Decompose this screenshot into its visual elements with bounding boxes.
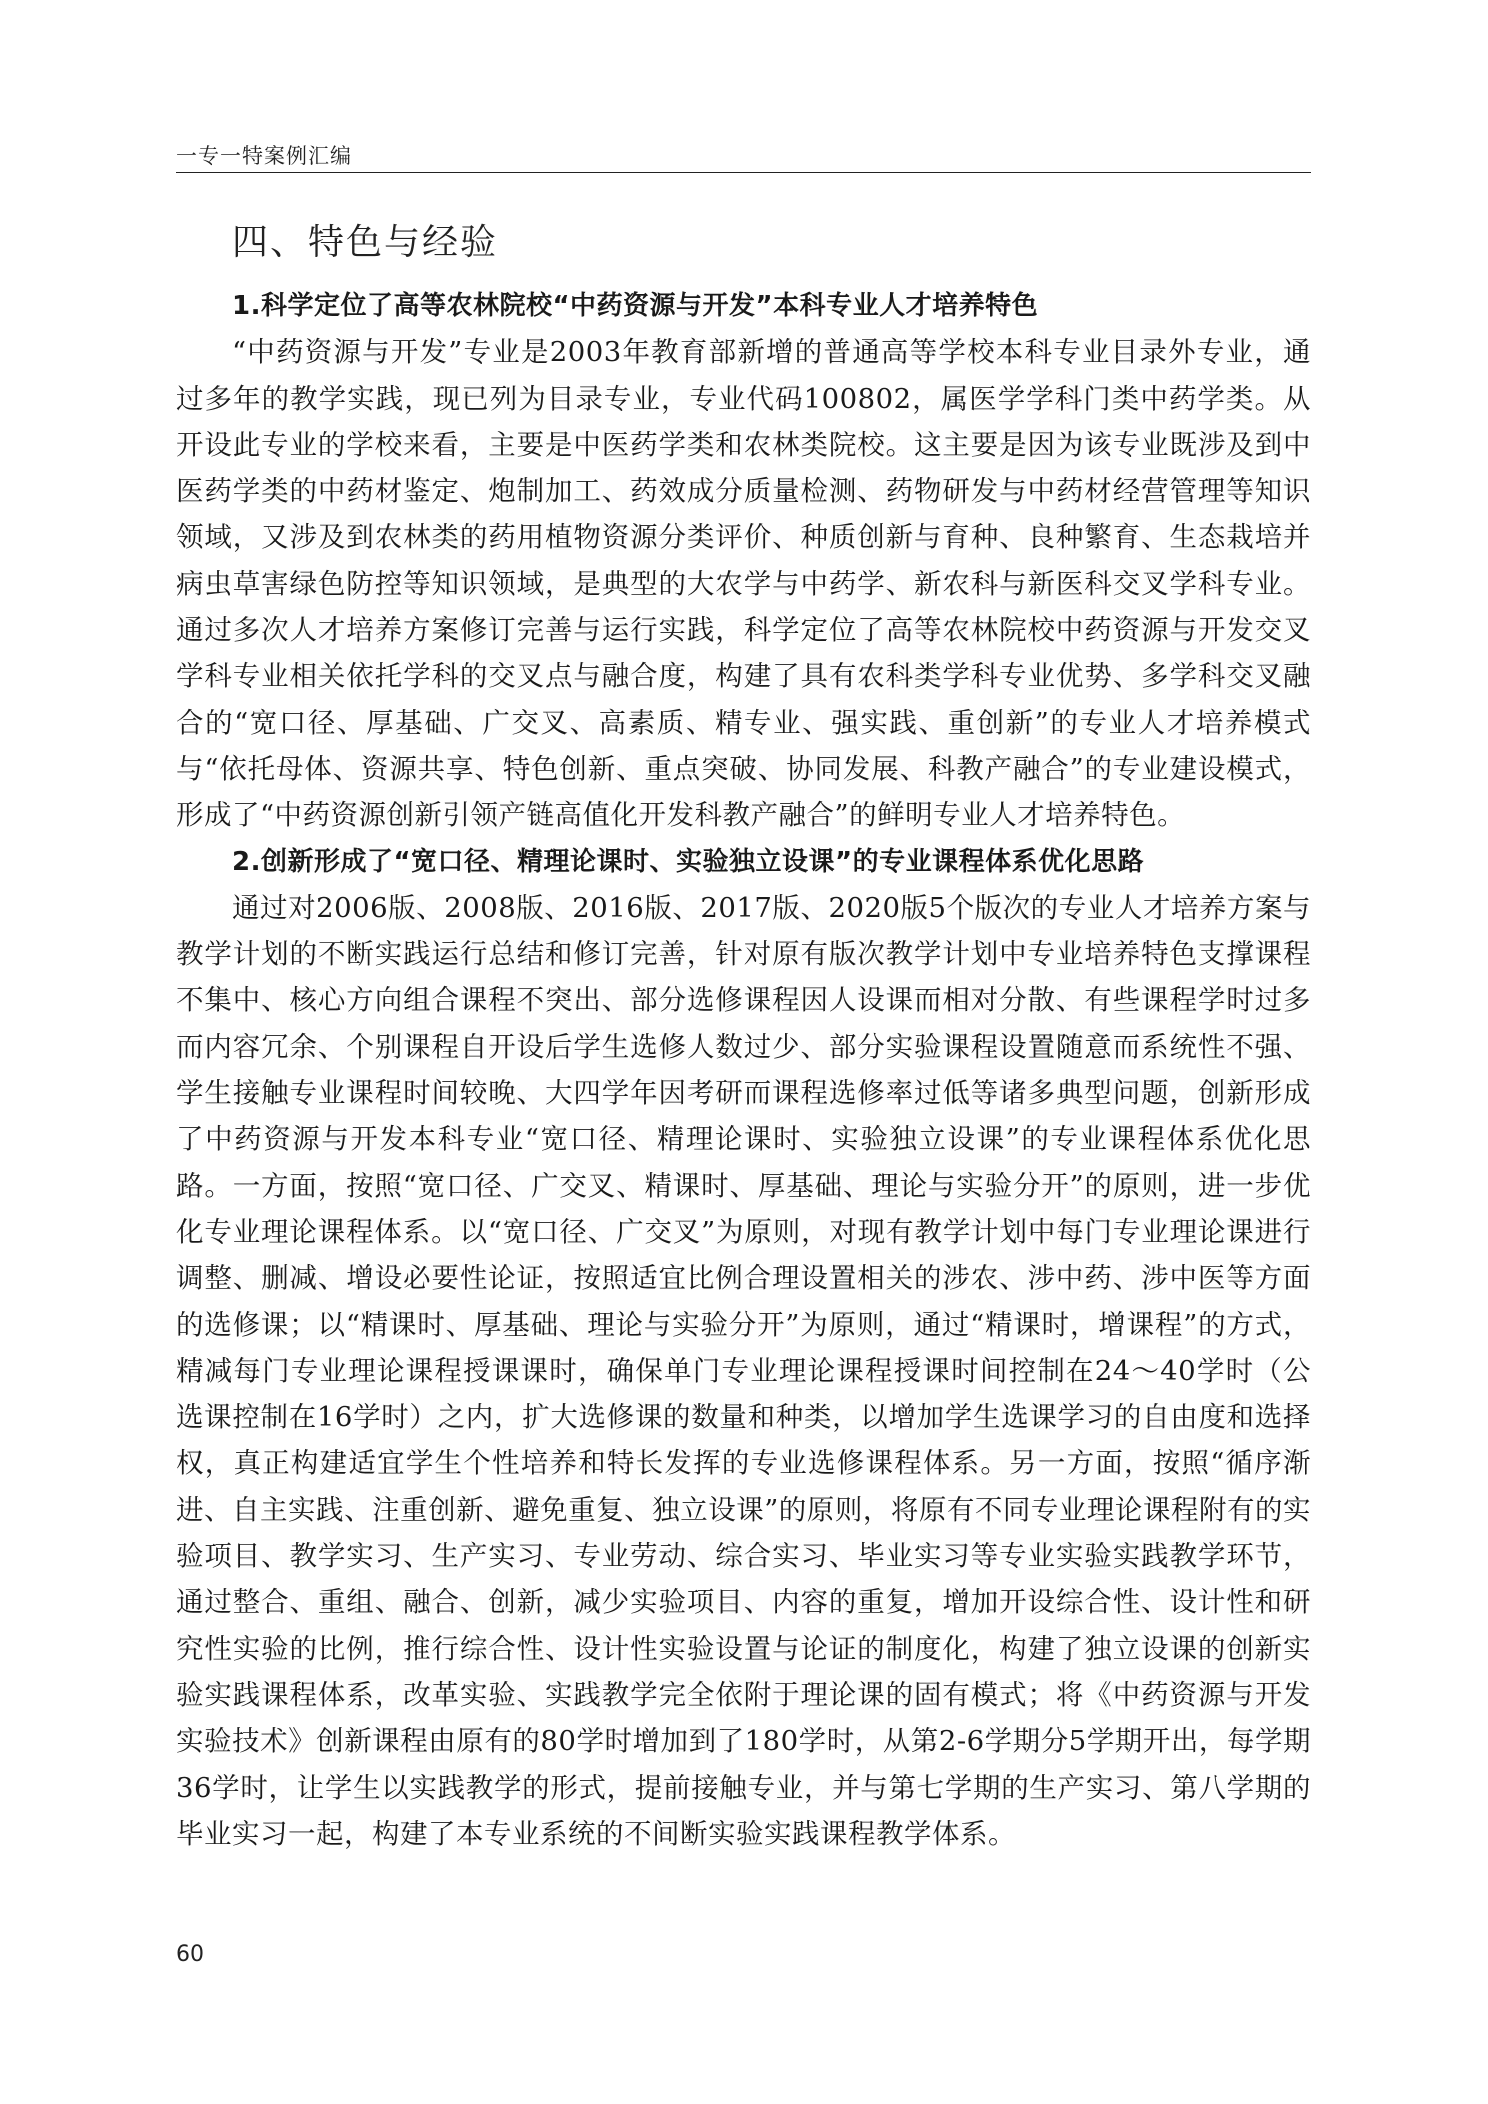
subsection-heading-2: 2.创新形成了“宽口径、精理论课时、实验独立设课”的专业课程体系优化思路 bbox=[232, 846, 1145, 877]
page-number: 60 bbox=[176, 1942, 204, 1967]
section-title: 四、特色与经验 bbox=[232, 222, 499, 263]
body-text bbox=[176, 283, 1311, 1857]
paragraph-1: “中药资源与开发”专业是2003年教育部新增的普通高等学校本科专业目录外专业，通过多年的教学实践，现已列为目录专业，专业代码100802，属医学学科门类中药学类。从开设此专业的学校来看，主要是中医药学类和农林类院校。这主要是因为该专业既涉及到中医药学类的中药材鉴定、炮制加工、药效成分质量检测、药物研发与中药材经营管理等知识领域，又涉及到农林类的药用植物资源分类评价、种质创新与育种、良种繁育、生态栽培并病虫草害绿色防控等知识领域，是典型的大农学与中药学、新农科与新医科交叉学科专业。通过多次人才培养方案修订完善与运行实践，科学定位了高等农林院校中药资源与开发交叉学科专业相关依托学科的交叉点与融合度，构建了具有农科类学科专业优势、多学科交叉融合的“宽口径、厚基础、广交叉、高素质、精专业、强实践、重创新”的专业人才培养模式与“依托母体、资源共享、特色创新、重点突破、协同发展、科教产融合”的专业建设模式，形成了“中药资源创新引领产链高值化开发科教产融合”的鲜明专业人才培养特色。 bbox=[176, 336, 1311, 832]
running-header: 一专一特案例汇编 bbox=[176, 144, 352, 168]
subsection-heading-1: 1.科学定位了高等农林院校“中药资源与开发”本科专业人才培养特色 bbox=[232, 291, 1039, 321]
header-rule bbox=[176, 172, 1311, 173]
paragraph-2: 通过对2006版、2008版、2016版、2017版、2020版5个版次的专业人才培养方案与教学计划的不断实践运行总结和修订完善，针对原有版次教学计划中专业培养特色支撑课程不集中、核心方向组合课程不突出、部分选修课程因人设课而相对分散、有些课程学时过多而内容冗余、个别课程自开设后学生选修人数过少、部分实验课程设置随意而系统性不强、学生接触专业课程时间较晚、大四学年因考研而课程选修率过低等诸多典型问题，创新形成了中药资源与开发本科专业“宽口径、精理论课时、实验独立设课”的专业课程体系优化思路。一方面，按照“宽口径、广交叉、精课时、厚基础、理论与实验分开”的原则，进一步优化专业理论课程体系。以“宽口径、广交叉”为原则，对现有教学计划中每门专业理论课进行调整、删减、增设必要性论证，按照适宜比例合理设置相关的涉农、涉中药、涉中医等方面的选修课；以“精课时、厚基础、理论与实验分开”为原则，通过“精课时，增课程”的方式，精减每门专业理论课程授课课时，确保单门专业理论课程授课时间控制在24～40学时（公选课控制在16学时）之内，扩大选修课的数量和种类，以增加学生选课学习的自由度和选择权，真正构建适宜学生个性培养和特长发挥的专业选修课程体系。另一方面，按照“循序渐进、自主实践、注重创新、避免重复、独立设课”的原则，将原有不同专业理论课程附有的实验项目、教学实习、生产实习、专业劳动、综合实习、毕业实习等专业实验实践教学环节，通过整合、重组、融合、创新，减少实验项目、内容的重复，增加开设综合性、设计性和研究性实验的比例，推行综合性、设计性实验设置与论证的制度化，构建了独立设课的创新实验实践课程体系，改革实验、实践教学完全依附于理论课的固有模式；将《中药资源与开发实验技术》创新课程由原有的80学时增加到了180学时，从第2-6学期分5学期开出，每学期36学时，让学生以实践教学的形式，提前接触专业，并与第七学期的生产实习、第八学期的毕业实习一起，构建了本专业系统的不间断实验实践课程教学体系。 bbox=[176, 891, 1311, 1850]
